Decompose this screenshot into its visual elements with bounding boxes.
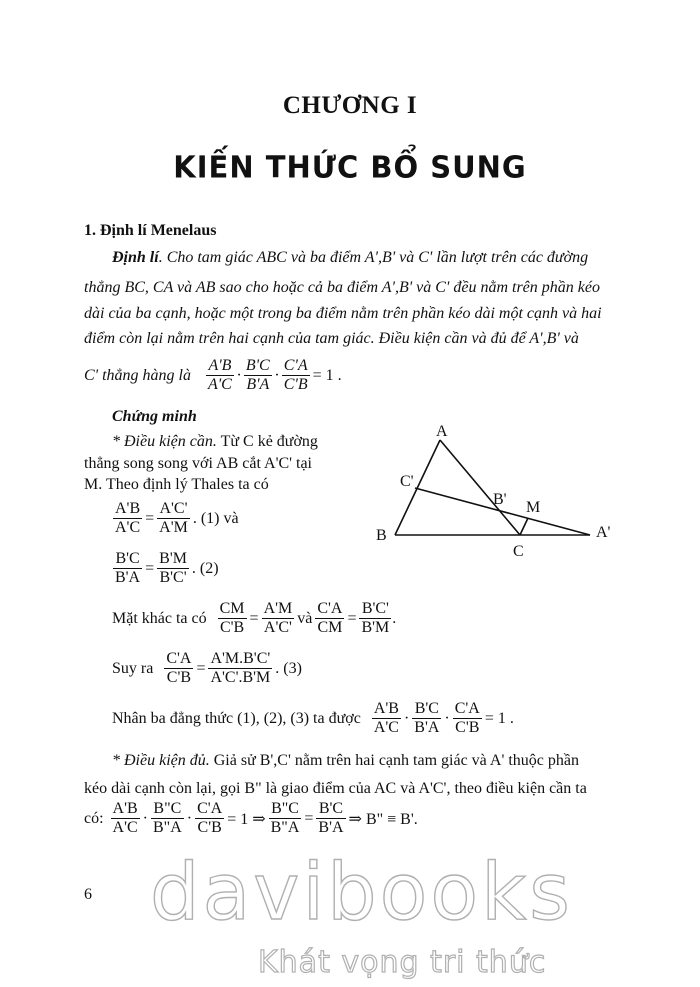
fraction-num: B'M	[159, 550, 187, 567]
page-number: 6	[84, 886, 92, 903]
equation-5: Nhân ba đẳng thức (1), (2), (3) ta được $\frac{A'B}{A'C}$ · $\frac{B'C}{B'A}$ · $\frac{C'A}{C'B}$ = 1 .	[112, 700, 514, 736]
fraction-num: B'C'	[359, 600, 391, 619]
fraction-num: A'C'	[157, 500, 190, 519]
equation-tail: .	[392, 609, 397, 627]
label-m: M	[526, 499, 541, 516]
necessary-label: * Điều kiện cần.	[112, 433, 217, 450]
fraction-den: B'A	[115, 569, 141, 586]
proof-sufficient-line-1	[112, 752, 579, 770]
fraction-den: C'B	[455, 719, 480, 736]
equation-tail: . (2)	[191, 559, 219, 577]
fraction	[359, 600, 391, 637]
fraction-den: C'B	[197, 819, 222, 836]
equation-2: $\frac{B'C}{B'A}$ = $\frac{B'M}{B'C'}$ . (2)	[115, 550, 219, 586]
fraction	[208, 650, 272, 687]
theorem-line-3: dài của ba cạnh, hoặc một trong ba điểm nằm trên phần kéo dài một cạnh và hai	[84, 305, 602, 322]
fraction-num: A'B	[115, 500, 141, 517]
fraction-den: CM	[317, 619, 343, 636]
fraction	[195, 800, 224, 837]
fraction-den: C'B	[283, 376, 308, 393]
fraction-den: B'C'	[159, 569, 187, 586]
fraction-num: A'M	[263, 600, 293, 617]
fraction	[282, 357, 310, 394]
fraction	[412, 700, 441, 737]
fraction	[269, 800, 302, 837]
fraction-den: B'A	[318, 819, 344, 836]
fraction-num: B'C	[113, 550, 142, 569]
fraction	[157, 500, 190, 537]
proof-necessary-line-1	[112, 433, 318, 451]
fraction	[244, 357, 272, 394]
label-b-prime: B'	[493, 491, 507, 508]
fraction	[262, 600, 295, 637]
fraction	[164, 650, 193, 687]
fraction-num: C'A	[283, 357, 308, 374]
label-a-prime: A'	[596, 524, 611, 541]
label-a: A	[436, 423, 448, 440]
fraction-num: C'A	[454, 700, 480, 717]
fraction-num: A'B	[206, 357, 234, 376]
proof-sufficient-line-2: kéo dài cạnh còn lại, gọi B" là giao điểm của AC và A'C', theo điều kiện cần ta	[84, 780, 587, 797]
equation-1: $\frac{A'B}{A'C}$ = $\frac{A'C'}{A'M}$ . (1) và	[115, 500, 239, 536]
fraction	[113, 550, 142, 587]
fraction-den: B"A	[152, 819, 182, 836]
fraction	[157, 550, 189, 587]
fraction-den: B"A	[270, 819, 300, 836]
fraction	[113, 500, 142, 537]
fraction-num: A'B	[373, 700, 399, 717]
fraction-num: B'C	[412, 700, 441, 719]
fraction-num: B"C	[269, 800, 302, 819]
fraction-den: B'A	[246, 376, 270, 393]
fraction-num: B'C	[316, 800, 345, 819]
fraction-den: A'C'.B'M	[210, 669, 271, 686]
fraction-num: C'A	[197, 800, 223, 817]
sufficient-label: * Điều kiện đủ.	[112, 752, 210, 769]
theorem-text-1: . Cho tam giác ABC và ba điểm A',B' và C' lần lượt trên các đường	[158, 249, 589, 266]
fraction-den: C'B	[219, 619, 245, 636]
equation-5-intro: Nhân ba đẳng thức (1), (2), (3) ta được	[112, 709, 361, 727]
proof-necessary-line-3: M. Theo định lý Thales ta có	[84, 476, 269, 493]
fraction-den: C'B	[166, 669, 191, 686]
fraction	[206, 357, 234, 394]
section-title: 1. Định lí Menelaus	[84, 222, 217, 239]
fraction	[315, 600, 344, 637]
theorem-condition-text: C' thẳng hàng là	[84, 366, 191, 384]
theorem-label: Định lí	[112, 249, 159, 266]
fraction-num: C'A	[166, 650, 192, 667]
equation-tail: ⇒ B" ≡ B'.	[348, 810, 418, 828]
fraction-den: B'M	[361, 619, 390, 636]
equation-3-intro: Mặt khác ta có	[112, 609, 207, 627]
fraction	[218, 600, 247, 637]
theorem-line-4: điểm còn lại nằm trên hai cạnh của tam giác. Điều kiện cần và đủ để A',B' và	[84, 330, 579, 347]
fraction-den: A'C	[115, 519, 141, 536]
fraction-num: A'B	[112, 800, 138, 817]
equation-6-intro: có:	[84, 809, 104, 827]
fraction	[111, 800, 140, 837]
theorem-line-2: thẳng BC, CA và AB sao cho hoặc cả ba điểm A',B' và C' đều nằm trên phần kéo	[84, 279, 600, 296]
segment-cm	[520, 518, 528, 535]
fraction-num: A'M.B'C'	[210, 650, 271, 667]
proof-heading: Chứng minh	[112, 408, 197, 425]
fraction-den: A'C'	[263, 619, 292, 636]
equation-4: Suy ra $\frac{C'A}{C'B}$ = $\frac{A'M.B'C'}{A'C'.B'M}$ . (3)	[112, 650, 302, 686]
fraction-den: A'C	[112, 819, 138, 836]
label-c-prime: C'	[400, 473, 414, 490]
fraction-num: B'C	[245, 357, 270, 374]
label-b: B	[376, 527, 387, 544]
fraction	[316, 800, 345, 837]
side-ac	[440, 440, 520, 535]
fraction-den: B'A	[414, 719, 440, 736]
equation-3: Mặt khác ta có $\frac{CM}{C'B}$ = $\frac{A'M}{A'C'}$ và $\frac{C'A}{CM}$ = $\frac{B'C'}{B'M}$ .	[112, 600, 397, 636]
fraction	[453, 700, 482, 737]
necessary-text-1: Từ C kẻ đường	[216, 433, 318, 450]
chapter-heading: CHƯƠNG I	[282, 92, 418, 119]
chapter-title: KIẾN THỨC BỔ SUNG	[173, 149, 527, 185]
fraction-num: C'A	[317, 600, 343, 617]
theorem-line-1	[112, 250, 588, 266]
watermark-tagline: Khát vọng tri thức	[258, 945, 547, 980]
fraction-num: CM	[219, 600, 245, 617]
equation-tail: . (1) và	[192, 509, 239, 527]
fraction-num: B"C	[151, 800, 184, 819]
sufficient-text-1: Giả sử B',C' nằm trên hai cạnh tam giác và A' thuộc phần	[209, 752, 579, 769]
equation-tail: = 1 .	[484, 709, 514, 727]
equation-4-intro: Suy ra	[112, 659, 154, 677]
conjunction: và	[297, 609, 313, 627]
equation-tail: . (3)	[275, 659, 302, 677]
fraction	[151, 800, 184, 837]
fraction-den: A'C	[373, 719, 399, 736]
proof-necessary-line-2: thẳng song song với AB cắt A'C' tại	[84, 455, 312, 472]
equals-one: = 1 .	[312, 366, 342, 384]
equation-6: có: $\frac{A'B}{A'C}$ · $\frac{B"C}{B"A}$ · $\frac{C'A}{C'B}$ = 1 ⇒ $\frac{B"C}{B"A}$ = $\frac{B'C}{B'A}$ ⇒ B" ≡ B'.	[84, 800, 418, 836]
fraction-den: A'C	[207, 376, 232, 393]
menelaus-figure	[360, 420, 620, 565]
equation-implies: = 1 ⇒	[227, 810, 266, 828]
theorem-line-5: C' thẳng hàng là $\frac{A'B}{A'C}$ · $\frac{B'C}{B'A}$ · $\frac{C'A}{C'B}$ = 1 .	[84, 357, 342, 393]
fraction	[372, 700, 401, 737]
label-c: C	[513, 543, 524, 560]
fraction-den: A'M	[159, 519, 188, 536]
watermark-logo: davibooks	[150, 848, 573, 938]
